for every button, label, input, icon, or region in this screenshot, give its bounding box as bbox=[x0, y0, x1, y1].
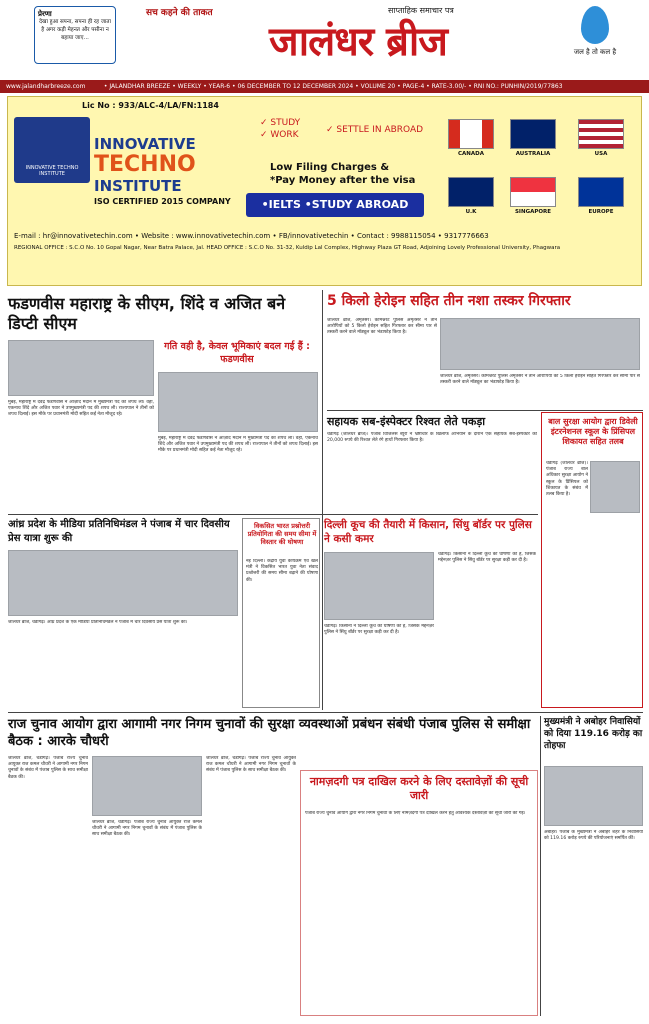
ad-settle: ✓ SETTLE IN ABROAD bbox=[326, 125, 424, 135]
masthead bbox=[0, 0, 649, 76]
school-photo bbox=[590, 461, 640, 513]
documents-body: पंजाब राज्य चुनाव आयोग द्वारा नगर निगम चुनावों के लिए नामज़दगी पत्र दाखिल करने हेतु आवश्यक दस्तावेज़ों की सूची जारी की गई। bbox=[305, 811, 526, 816]
ad-ielts-banner: •IELTS •STUDY ABROAD bbox=[246, 193, 424, 217]
water-drop-icon bbox=[581, 6, 609, 44]
ad-office-line: REGIONAL OFFICE : S.C.O No. 10 Gopal Nagar, Near Batra Palace, Jal. HEAD OFFICE : S.C.O No. 31-32, Kuldip Lal Complex, Highway Plaza GT Road, Adjoining Lovely Professional University, Phagwara bbox=[14, 245, 561, 251]
section-rule bbox=[8, 712, 643, 713]
singapore-flag bbox=[510, 177, 556, 207]
election-body-cont: जालंधर ब्रीज, चंडीगढ़। पंजाब राज्य चुनाव आयुक्त राज कमल चौधरी ने आगामी नगर निगम चुनावों के संबंध में पंजाब पुलिस के साथ समीक्षा बैठक की। bbox=[92, 820, 202, 838]
flag-label: U.K bbox=[465, 209, 477, 215]
prerna-box bbox=[34, 6, 116, 64]
abohar-body: अबोहर। पंजाब के मुख्यमंत्री ने अबोहर शहर के निवासियों को 119.16 करोड़ रुपये की परियोजनाएं समर्पित कीं। bbox=[544, 830, 643, 842]
quiz-body: नई दिल्ली। केंद्रीय युवा कार्यक्रम एवं खेल मंत्री ने विकसित भारत युवा नेता संवाद प्रश्नोत्तरी की समय सीमा बढ़ाने की घोषणा की। bbox=[246, 559, 318, 583]
farmers-body-cont: चंडीगढ़। किसानों ने दिल्ली कूच की घोषणा की है, जिसके मद्देनज़र पुलिस ने सिंधु बॉर्डर पर सुरक्षा कड़ी कर दी है। bbox=[324, 624, 434, 636]
water-drop-logo bbox=[565, 6, 625, 64]
newspaper-title: जालंधर ब्रीज bbox=[269, 18, 447, 65]
column-divider bbox=[322, 290, 323, 710]
lead-subheadline: गति वही है, केवल भूमिकाएं बदल गई हैं : फडणवीस bbox=[164, 341, 310, 365]
ad-name-institute: INSTITUTE bbox=[94, 177, 182, 195]
section-rule bbox=[8, 514, 538, 515]
heroin-body: जालंधर ब्रीज, अमृतसर। कमिश्नरेट पुलिस अमृतसर ने तीन आरोपियों को 5 किलो हेरोइन सहित गिरफ्तार कर सीमा पार से तस्करी करने वाले मॉड्यूल का भंडाफोड़ किया है। bbox=[327, 318, 437, 336]
canada-flag bbox=[448, 119, 494, 149]
prerna-title: प्रेरणा bbox=[38, 10, 52, 18]
documents-headline: नामज़दगी पत्र दाखिल करने के लिए दस्तावेज़ों की सूची जारी bbox=[309, 775, 529, 802]
election-body-cont2: जालंधर ब्रीज, चंडीगढ़। पंजाब राज्य चुनाव आयुक्त राज कमल चौधरी ने आगामी नगर निगम चुनावों के संबंध में पंजाब पुलिस के साथ समीक्षा बैठक की। bbox=[206, 756, 296, 774]
lead-headline: फडणवीस महाराष्ट्र के सीएम, शिंदे व अजित बने डिप्टी सीएम bbox=[8, 294, 286, 333]
usa-flag bbox=[578, 119, 624, 149]
ad-low-fee: Low Filing Charges & bbox=[270, 162, 390, 173]
andhra-headline: आंध्र प्रदेश के मीडिया प्रतिनिधिमंडल ने पंजाब में चार दिवसीय प्रेस यात्रा शुरू की bbox=[8, 519, 230, 544]
europe-flag bbox=[578, 177, 624, 207]
oath-photo bbox=[158, 372, 318, 432]
institute-logo bbox=[14, 117, 90, 183]
school-body: चंडीगढ़ (जालंधर ब्रीज)। पंजाब राज्य बाल अधिकार सुरक्षा आयोग ने स्कूल के प्रिंसिपल को शिकायत के संबंध में तलब किया है। bbox=[546, 461, 588, 498]
heroin-body-cont: जालंधर ब्रीज, अमृतसर। कमिश्नरेट पुलिस अमृतसर ने तीन आरोपियों को 5 किलो हेरोइन सहित गिरफ्तार कर सीमा पार से तस्करी करने वाले मॉड्यूल का भंडाफोड़ किया है। bbox=[440, 374, 640, 386]
prerna-text: देखा हुआ सपना, सपना ही रह जाता है अगर कड़ी मेहनत और पसीना न बहाया जाए... bbox=[39, 19, 111, 41]
election-photo bbox=[92, 756, 202, 816]
water-slogan: जल है तो कल है bbox=[573, 48, 617, 56]
ad-study-work bbox=[260, 117, 300, 141]
ad-contact-line: E-mail : hr@innovativetechin.com • Website : www.innovativetechin.com • FB/innovativetechin • Contact : 9988115054 • 9317776663 bbox=[14, 232, 489, 240]
election-body: जालंधर ब्रीज, चंडीगढ़। पंजाब राज्य चुनाव आयुक्त राज कमल चौधरी ने आगामी नगर निगम चुनावों के संबंध में पंजाब पुलिस के साथ समीक्षा बैठक की। bbox=[8, 756, 88, 780]
farmers-body: चंडीगढ़। किसानों ने दिल्ली कूच की घोषणा की है, जिसके मद्देनज़र पुलिस ने सिंधु बॉर्डर पर सुरक्षा कड़ी कर दी है। bbox=[438, 552, 536, 564]
andhra-photo bbox=[8, 550, 238, 616]
andhra-body: जालंधर ब्रीज, चंडीगढ़। आंध्र प्रदेश के एक मीडिया प्रतिनिधिमंडल ने पंजाब में चार दिवसीय प्रेस यात्रा शुरू की। bbox=[8, 620, 188, 625]
quiz-headline: विकसित भारत प्रश्नोत्तरी प्रतियोगिता की समय सीमा में विस्तार की घोषणा bbox=[247, 522, 317, 546]
lead-body: मुंबई, महाराष्ट्र में देवेंद्र फडणवीस ने आज़ाद मैदान में मुख्यमंत्री पद की शपथ ली। वहीं, एकनाथ शिंदे और अजित पवार ने उपमुख्यमंत्री पद की शपथ ली। राज्यपाल ने तीनों को शपथ दिलाई। इस मौके पर प्रधानमंत्री मोदी सहित कई नेता मौजूद रहे। bbox=[8, 400, 154, 418]
flag-label: SINGAPORE bbox=[514, 209, 552, 215]
flag-label: CANADA bbox=[458, 151, 484, 157]
heroin-headline: 5 किलो हेरोइन सहित तीन नशा तस्कर गिरफ्तार bbox=[327, 293, 571, 309]
ad-work: ✓ WORK bbox=[260, 130, 299, 140]
ad-study: ✓ STUDY bbox=[260, 118, 301, 128]
tagline-left: सच कहने की ताकत bbox=[146, 8, 213, 18]
lead-photo bbox=[8, 340, 154, 396]
ad-licence: Lic No : 933/ALC-4/LA/FN:1184 bbox=[82, 101, 219, 110]
ad-name-techno: TECHNO bbox=[94, 152, 196, 177]
flag-label: AUSTRALIA bbox=[515, 151, 551, 157]
asi-headline: सहायक सब-इंस्पेक्टर रिश्वत लेते पकड़ा bbox=[327, 415, 486, 428]
tagline-right: साप्ताहिक समाचार पत्र bbox=[388, 6, 454, 15]
flag-label: USA bbox=[594, 151, 608, 157]
ad-name-innovative: INNOVATIVE bbox=[94, 135, 196, 153]
ad-pay: *Pay Money after the visa bbox=[270, 175, 416, 186]
section-rule bbox=[327, 410, 643, 411]
ad-iso: ISO CERTIFIED 2015 COMPANY bbox=[94, 197, 231, 206]
ad-charges bbox=[270, 161, 415, 187]
documents-story-box bbox=[300, 770, 538, 1016]
quiz-story-box bbox=[242, 518, 320, 708]
asi-body: चंडीगढ़ (जालंधर ब्रीज)। पंजाब विजिलेंस ब्यूरो ने भ्रष्टाचार के खिलाफ अभियान के दौरान एक सहायक सब-इंस्पेक्टर को 20,000 रुपये की रिश्वत लेते रंगे हाथों गिरफ्तार किया है। bbox=[327, 432, 537, 444]
heroin-photo bbox=[440, 318, 640, 370]
election-headline: राज चुनाव आयोग द्वारा आगामी नगर निगम चुनावों की सुरक्षा व्यवस्थाओं प्रबंधन संबंधी पंजाब पुलिस से समीक्षा बैठक : आरके चौधरी bbox=[8, 717, 531, 749]
farmers-photo bbox=[324, 552, 434, 620]
issue-details: • JALANDHAR BREEZE • WEEKLY • YEAR-6 • 06 DECEMBER TO 12 DECEMBER 2024 • VOLUME 20 • PAGE-4 • RATE-3.00/- • RNI NO.: PUNHIN/2019/77863 bbox=[103, 83, 563, 90]
uk-flag bbox=[448, 177, 494, 207]
abohar-headline: मुख्यमंत्री ने अबोहर निवासियों को दिया 119.16 करोड़ का तोहफा bbox=[544, 717, 643, 751]
lead-body-cont: मुंबई, महाराष्ट्र में देवेंद्र फडणवीस ने आज़ाद मैदान में मुख्यमंत्री पद की शपथ ली। वहीं, एकनाथ शिंदे और अजित पवार ने उपमुख्यमंत्री पद की शपथ ली। राज्यपाल ने तीनों को शपथ दिलाई। इस मौके पर प्रधानमंत्री मोदी सहित कई नेता मौजूद रहे। bbox=[158, 436, 318, 454]
flag-label: EUROPE bbox=[588, 209, 614, 215]
column-divider bbox=[540, 716, 541, 1016]
abohar-photo bbox=[544, 766, 643, 826]
logo-text: INNOVATIVE TECHNO INSTITUTE bbox=[25, 165, 79, 177]
advertisement bbox=[7, 96, 642, 286]
school-story-box bbox=[541, 412, 643, 708]
australia-flag bbox=[510, 119, 556, 149]
info-bar bbox=[0, 80, 649, 93]
website-link[interactable]: www.jalandharbreeze.com bbox=[6, 83, 86, 90]
school-headline: बाल सुरक्षा आयोग द्वारा डिवेली इंटरनेशनल स्कूल के प्रिंसिपल शिकायत सहित तलब bbox=[548, 417, 638, 446]
farmers-headline: दिल्ली कूच की तैयारी में किसान, सिंधु बॉर्डर पर पुलिस ने कसी कमर bbox=[324, 519, 532, 545]
